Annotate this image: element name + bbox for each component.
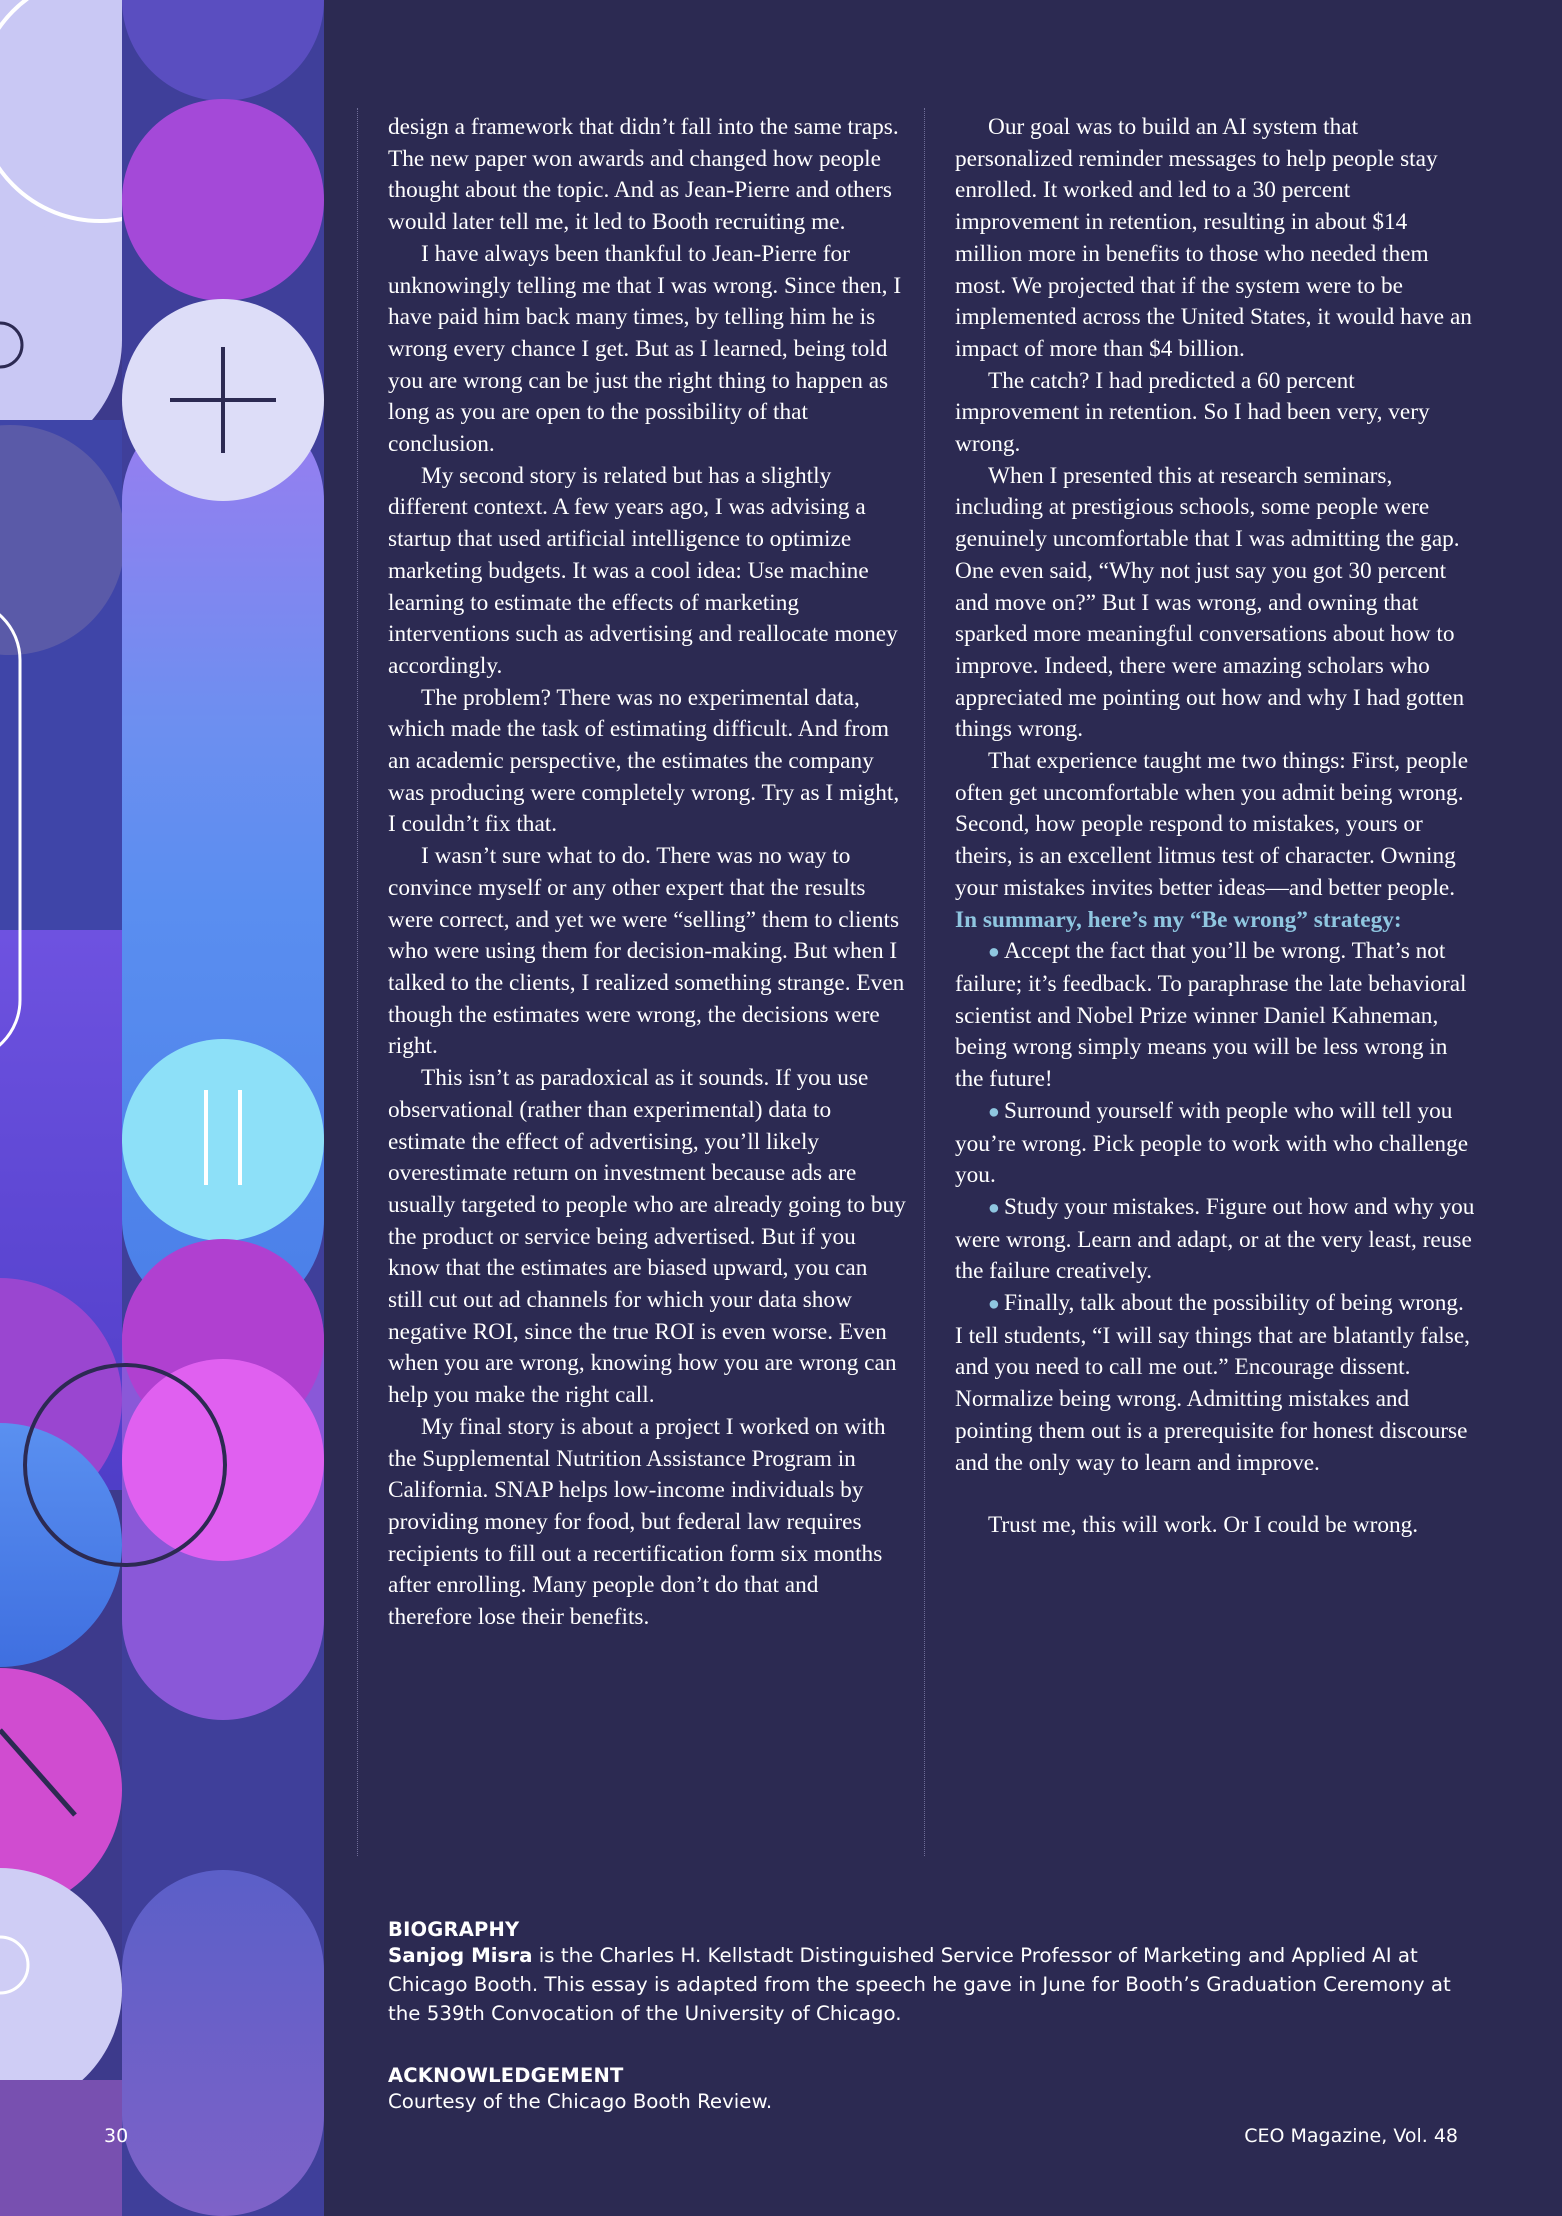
paragraph: This isn’t as paradoxical as it sounds. If you use observational (rather than experimental) data to estimate the effect of advertising, you’ll likely overestimate return on investment because ads are usually targeted to people who are already going to buy the product or service being advertised. But if you know that the estimates are biased upward, you can still cut out ad channels for which your data show negative ROI, since the true ROI is even worse. Even when you are wrong, knowing how you are wrong can help you make the right call.	[388, 1065, 906, 1409]
paragraph: I have always been thankful to Jean-Pierre for unknowingly telling me that I was wrong. Since then, I have paid him back many times, by telling him he is wrong every chance I get. But as I learned, being told you are wrong can be just the right thing to happen as long as you are open to the possibility of that conclusion.	[388, 240, 902, 458]
page-number: 30	[104, 2125, 129, 2147]
biography-heading: BIOGRAPHY	[388, 1918, 520, 1941]
paragraph: I wasn’t sure what to do. There was no way to convince myself or any other expert that the results were correct, and yet we were “selling” them to clients who were using them for decision-making. But when I talked to the clients, I realized something strange. Even though the estimates were wrong, the decisions were right.	[388, 843, 905, 1060]
biography-body: is the Charles H. Kellstadt Distinguished Service Professor of Marketing and Applied AI at Chicago Booth. This essay is adapted from the speech he gave in June for Booth’s Graduation Ceremony at the 539th Convocation of the University of Chicago.	[388, 1944, 1451, 2025]
paragraph: The catch? I had predicted a 60 percent improvement in retention. So I had been very, very wrong.	[955, 367, 1430, 458]
bullet-item	[955, 1288, 1475, 1479]
bullet-item	[955, 936, 1475, 1096]
column-divider-middle	[924, 108, 925, 1856]
bullet-dot-icon: ●	[988, 941, 1000, 964]
bullet-text: Study your mistakes. Figure out how and why you were wrong. Learn and adapt, or at the very least, reuse the failure creatively.	[955, 1193, 1475, 1285]
bullet-item	[955, 1192, 1475, 1288]
biography-text	[388, 1941, 1468, 2028]
author-name: Sanjog Misra	[388, 1944, 533, 1967]
paragraph: design a framework that didn’t fall into the same traps. The new paper won awards and changed how people thought about the topic. And as Jean-Pierre and others would later tell me, it led to Booth recruiting me.	[388, 114, 899, 236]
decorative-shapes-artwork	[0, 0, 330, 2216]
bullet-text: Accept the fact that you’ll be wrong. That’s not failure; it’s feedback. To paraphrase the late behavioral scientist and Nobel Prize winner Daniel Kahneman, being wrong simply means you will be less wrong in the future!	[955, 938, 1467, 1093]
paragraph: My final story is about a project I worked on with the Supplemental Nutrition Assistance Program in California. SNAP helps low-income individuals by providing money for food, but federal law requires recipients to fill out a recertification form six months after enrolling. Many people don’t do that and therefore lose their benefits.	[388, 1413, 886, 1631]
bullet-dot-icon: ●	[988, 1293, 1000, 1316]
bullet-text: Finally, talk about the possibility of being wrong. I tell students, “I will say things that are blatantly false, and you need to call me out.” Encourage dissent. Normalize being wrong. Admitting mistakes and pointing them out is a prerequisite for honest discourse and the only way to learn and improve.	[955, 1290, 1470, 1476]
bullet-dot-icon: ●	[988, 1196, 1000, 1219]
bullet-text: Surround yourself with people who will tell you you’re wrong. Pick people to work with who challenge you.	[955, 1097, 1469, 1189]
closing-line: Trust me, this will work. Or I could be wrong.	[988, 1512, 1419, 1539]
article-column-right	[955, 112, 1475, 1542]
article-column-left	[388, 112, 908, 1634]
biography-section	[388, 1918, 1468, 2028]
column-divider-left	[357, 108, 358, 1856]
publication-name: CEO Magazine, Vol. 48	[1244, 2125, 1458, 2147]
acknowledgement-section	[388, 2064, 1468, 2116]
paragraph: The problem? There was no experimental data, which made the task of estimating difficult. And from an academic perspective, the estimates the company was producing were completely wrong. Try as I might, I couldn’t fix that.	[388, 684, 900, 838]
acknowledgement-heading: ACKNOWLEDGEMENT	[388, 2064, 624, 2087]
bullet-dot-icon: ●	[988, 1100, 1000, 1123]
paragraph: My second story is related but has a slightly different context. A few years ago, I was advising a startup that used artificial intelligence to optimize marketing budgets. It was a cool idea: Use machine learning to estimate the effects of marketing interventions such as advertising and reallocate money accordingly.	[388, 462, 898, 679]
paragraph: Our goal was to build an AI system that personalized reminder messages to help people stay enrolled. It worked and led to a 30 percent improvement in retention, resulting in about $14 million more in benefits to those who needed them most. We projected that if the system were to be implemented across the United States, it would have an impact of more than $4 billion.	[955, 114, 1472, 362]
summary-heading: In summary, here’s my “Be wrong” strategy:	[955, 906, 1402, 933]
paragraph: When I presented this at research seminars, including at prestigious schools, some people were genuinely uncomfortable that I was admitting the gap. One even said, “Why not just say you got 30 percent and move on?” But I was wrong, and owning that sparked more meaningful conversations about how to improve. Indeed, there were amazing scholars who appreciated me pointing out how and why I had gotten things wrong.	[955, 462, 1465, 743]
bullet-item	[955, 1096, 1475, 1192]
paragraph: That experience taught me two things: First, people often get uncomfortable when you admit being wrong. Second, how people respond to mistakes, yours or theirs, is an excellent litmus test of character. Owning your mistakes invites better ideas—and better people.	[955, 748, 1469, 901]
acknowledgement-text: Courtesy of the Chicago Booth Review.	[388, 2090, 773, 2113]
